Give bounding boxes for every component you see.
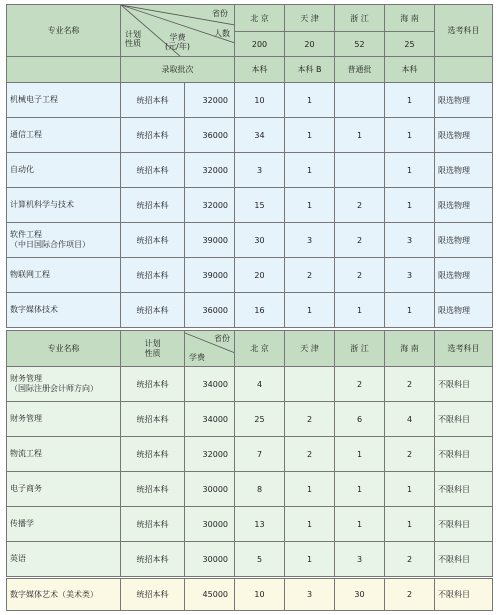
plan-type: 统招本科 xyxy=(121,118,185,153)
quota-tj xyxy=(285,367,335,402)
quota-hn: 1 xyxy=(385,188,435,223)
tuition-fee: 39000 xyxy=(185,258,235,293)
province-label: 省份 xyxy=(212,9,228,18)
diagonal-header xyxy=(121,5,235,57)
quota-zj: 1 xyxy=(335,437,385,472)
subject-requirement: 不限科目 xyxy=(435,579,493,611)
subject-requirement: 不限科目 xyxy=(435,437,493,472)
quota-hn: 1 xyxy=(385,472,435,507)
quota-bj: 5 xyxy=(235,542,285,577)
quota-bj: 15 xyxy=(235,188,285,223)
quota-tj: 1 xyxy=(285,472,335,507)
table-row xyxy=(7,153,493,188)
quota-tj: 2 xyxy=(285,437,335,472)
tuition-fee: 32000 xyxy=(185,83,235,118)
tuition-fee: 34000 xyxy=(185,367,235,402)
plan-type: 统招本科 xyxy=(121,153,185,188)
tuition-fee: 39000 xyxy=(185,223,235,258)
plan-type: 统招本科 xyxy=(121,223,185,258)
subject-requirement: 限选物理 xyxy=(435,83,493,118)
subject-requirement: 不限科目 xyxy=(435,402,493,437)
plan-label: 计划 性质 xyxy=(125,30,141,48)
table-row xyxy=(7,542,493,577)
quota-bj: 30 xyxy=(235,223,285,258)
quota-hn: 2 xyxy=(385,367,435,402)
province-zj: 浙 江 xyxy=(335,5,385,32)
quota-tj: 3 xyxy=(285,223,335,258)
quota-zj: 3 xyxy=(335,542,385,577)
plan-type: 统招本科 xyxy=(121,367,185,402)
quota-tj: 2 xyxy=(285,402,335,437)
major-name: 计算机科学与技术 xyxy=(7,188,121,223)
blank-cell xyxy=(435,57,493,83)
quota-bj: 10 xyxy=(235,579,285,611)
plan-type: 统招本科 xyxy=(121,507,185,542)
subject-header: 选考科目 xyxy=(435,5,493,57)
quota-tj: 2 xyxy=(285,258,335,293)
subject-requirement: 不限科目 xyxy=(435,542,493,577)
major-name: 机械电子工程 xyxy=(7,83,121,118)
table-row xyxy=(7,507,493,542)
quota-tj: 3 xyxy=(285,579,335,611)
province-tj: 天 津 xyxy=(285,331,335,367)
province-bj: 北 京 xyxy=(235,331,285,367)
plan-type: 统招本科 xyxy=(121,258,185,293)
batch-tj: 本科 B xyxy=(285,57,335,83)
province-zj: 浙 江 xyxy=(335,331,385,367)
major-name: 物流工程 xyxy=(7,437,121,472)
subject-requirement: 限选物理 xyxy=(435,258,493,293)
plan-type: 统招本科 xyxy=(121,188,185,223)
batch-header: 录取批次 xyxy=(121,57,235,83)
table-row xyxy=(7,367,493,402)
subject-requirement: 不限科目 xyxy=(435,472,493,507)
quota-hn: 1 xyxy=(385,507,435,542)
quota-hn: 4 xyxy=(385,402,435,437)
batch-zj: 普通批 xyxy=(335,57,385,83)
plan-type: 统招本科 xyxy=(121,293,185,328)
batch-bj: 本科 xyxy=(235,57,285,83)
fee-province-header xyxy=(185,331,235,367)
major-header: 专业名称 xyxy=(7,5,121,57)
province-hn: 海 南 xyxy=(385,5,435,32)
batch-hn: 本科 xyxy=(385,57,435,83)
plan-type: 统招本科 xyxy=(121,472,185,507)
count-label: 人数 xyxy=(214,29,230,38)
tuition-fee: 32000 xyxy=(185,153,235,188)
table-row xyxy=(7,83,493,118)
major-name: 电子商务 xyxy=(7,472,121,507)
table-section-3 xyxy=(6,578,493,611)
subject-requirement: 不限科目 xyxy=(435,367,493,402)
quota-tj: 1 xyxy=(285,293,335,328)
plan-type: 统招本科 xyxy=(121,437,185,472)
table-row xyxy=(7,188,493,223)
quota-tj: 1 xyxy=(285,188,335,223)
table-row xyxy=(7,223,493,258)
major-name: 通信工程 xyxy=(7,118,121,153)
quota-zj: 2 xyxy=(335,258,385,293)
subject-requirement: 限选物理 xyxy=(435,223,493,258)
major-name: 数字媒体艺术（美术类） xyxy=(7,579,121,611)
major-header: 专业名称 xyxy=(7,331,121,367)
quota-hn: 2 xyxy=(385,579,435,611)
quota-bj: 8 xyxy=(235,472,285,507)
subject-header: 选考科目 xyxy=(435,331,493,367)
tuition-fee: 34000 xyxy=(185,402,235,437)
quota-zj: 1 xyxy=(335,118,385,153)
major-name: 物联网工程 xyxy=(7,258,121,293)
tuition-fee: 30000 xyxy=(185,472,235,507)
quota-hn: 1 xyxy=(385,118,435,153)
quota-hn: 2 xyxy=(385,437,435,472)
total-hn: 25 xyxy=(385,32,435,57)
quota-zj: 1 xyxy=(335,472,385,507)
major-name: 软件工程 （中日国际合作项目） xyxy=(7,223,121,258)
quota-zj: 1 xyxy=(335,507,385,542)
table-section-1 xyxy=(6,4,493,328)
quota-tj: 1 xyxy=(285,153,335,188)
tuition-fee: 45000 xyxy=(185,579,235,611)
major-name: 财务管理 （国际注册会计师方向） xyxy=(7,367,121,402)
quota-zj: 2 xyxy=(335,367,385,402)
major-name: 数字媒体技术 xyxy=(7,293,121,328)
quota-hn: 2 xyxy=(385,542,435,577)
quota-hn: 1 xyxy=(385,293,435,328)
plan-header: 计划 性质 xyxy=(121,331,185,367)
province-label: 省份 xyxy=(214,334,230,343)
quota-zj xyxy=(335,83,385,118)
quota-hn: 1 xyxy=(385,153,435,188)
quota-bj: 3 xyxy=(235,153,285,188)
quota-tj: 1 xyxy=(285,118,335,153)
plan-type: 统招本科 xyxy=(121,402,185,437)
province-tj: 天 津 xyxy=(285,5,335,32)
quota-hn: 3 xyxy=(385,223,435,258)
quota-bj: 10 xyxy=(235,83,285,118)
quota-zj: 1 xyxy=(335,293,385,328)
table-row xyxy=(7,402,493,437)
quota-bj: 13 xyxy=(235,507,285,542)
quota-bj: 7 xyxy=(235,437,285,472)
table-row xyxy=(7,579,493,611)
quota-bj: 20 xyxy=(235,258,285,293)
quota-zj: 2 xyxy=(335,188,385,223)
plan-type: 统招本科 xyxy=(121,83,185,118)
total-bj: 200 xyxy=(235,32,285,57)
subject-requirement: 不限科目 xyxy=(435,507,493,542)
table-row xyxy=(7,293,493,328)
table-section-2 xyxy=(6,330,493,577)
quota-hn: 3 xyxy=(385,258,435,293)
quota-zj: 30 xyxy=(335,579,385,611)
table-row xyxy=(7,258,493,293)
total-tj: 20 xyxy=(285,32,335,57)
province-hn: 海 南 xyxy=(385,331,435,367)
tuition-fee: 30000 xyxy=(185,542,235,577)
subject-requirement: 限选物理 xyxy=(435,293,493,328)
quota-bj: 34 xyxy=(235,118,285,153)
fee-label: 学费 (元/年) xyxy=(165,33,190,51)
quota-bj: 16 xyxy=(235,293,285,328)
blank-cell xyxy=(7,57,121,83)
tuition-fee: 36000 xyxy=(185,118,235,153)
quota-zj: 2 xyxy=(335,223,385,258)
tuition-fee: 30000 xyxy=(185,507,235,542)
subject-requirement: 限选物理 xyxy=(435,118,493,153)
quota-hn: 1 xyxy=(385,83,435,118)
total-zj: 52 xyxy=(335,32,385,57)
province-bj: 北 京 xyxy=(235,5,285,32)
major-name: 传播学 xyxy=(7,507,121,542)
fee-label: 学费 xyxy=(189,353,205,362)
table-row xyxy=(7,118,493,153)
quota-zj: 6 xyxy=(335,402,385,437)
major-name: 自动化 xyxy=(7,153,121,188)
quota-bj: 25 xyxy=(235,402,285,437)
plan-type: 统招本科 xyxy=(121,579,185,611)
tuition-fee: 32000 xyxy=(185,188,235,223)
plan-type: 统招本科 xyxy=(121,542,185,577)
table-row xyxy=(7,437,493,472)
table-row xyxy=(7,472,493,507)
quota-tj: 1 xyxy=(285,507,335,542)
subject-requirement: 限选物理 xyxy=(435,188,493,223)
tuition-fee: 36000 xyxy=(185,293,235,328)
major-name: 英语 xyxy=(7,542,121,577)
quota-zj xyxy=(335,153,385,188)
quota-bj: 4 xyxy=(235,367,285,402)
quota-tj: 1 xyxy=(285,83,335,118)
major-name: 财务管理 xyxy=(7,402,121,437)
quota-tj: 1 xyxy=(285,542,335,577)
tuition-fee: 32000 xyxy=(185,437,235,472)
subject-requirement: 限选物理 xyxy=(435,153,493,188)
